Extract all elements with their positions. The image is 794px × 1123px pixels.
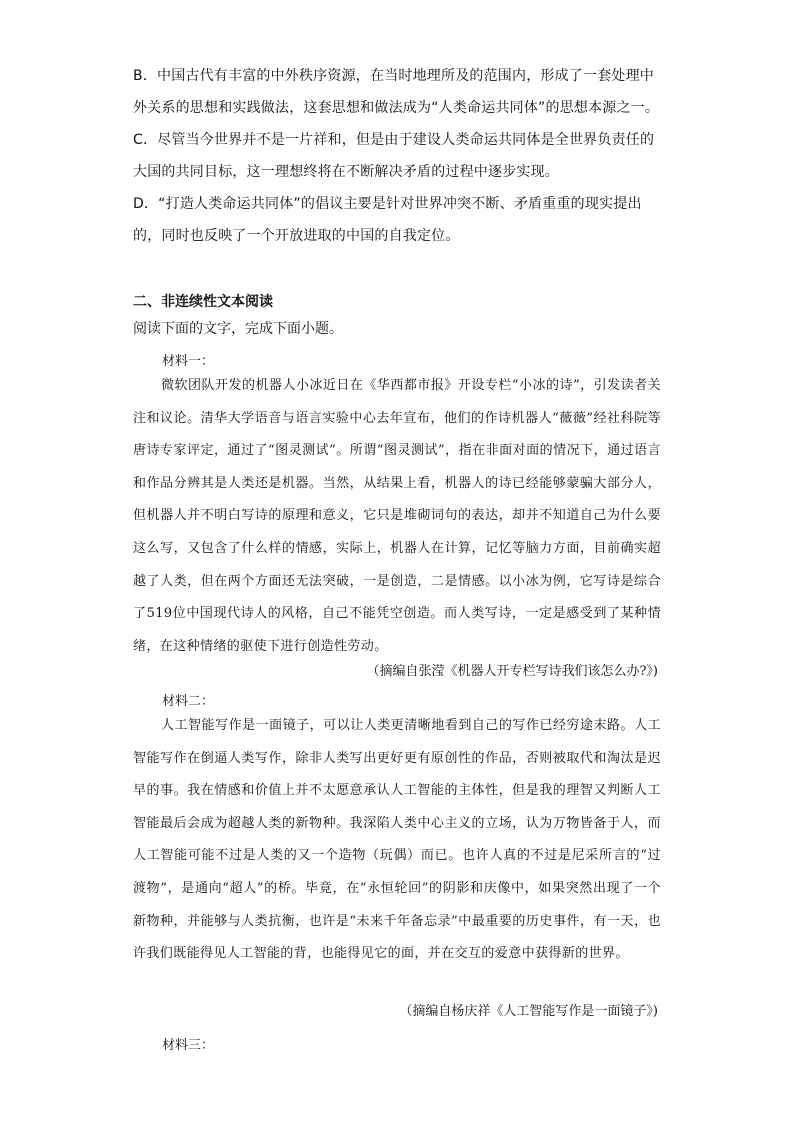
material-1-source: （摘编自张滢《机器人开专栏写诗我们该怎么办?》) — [366, 664, 658, 679]
material-2-label: 材料二： — [162, 694, 215, 709]
option-b: B．中国古代有丰富的中外秩序资源，在当时地理所及的范围内，形成了一套处理中外关系的思想和实践做法，这套思想和做法成为“人类命运共同体”的思想本源之一。 — [133, 68, 660, 116]
material-3-label: 材料三： — [162, 1038, 215, 1053]
option-d: D．“打造人类命运共同体”的倡议主要是针对世界冲突不断、矛盾重重的现实提出的，同时也反映了一个开放进取的中国的自我定位。 — [133, 196, 642, 244]
section-instruction: 阅读下面的文字，完成下面小题。 — [133, 321, 343, 337]
option-c: C．尽管当今世界并不是一片祥和，但是由于建设人类命运共同体是全世界负责任的大国的共同目标，这一理想终将在不断解决矛盾的过程中逐步实现。 — [133, 132, 655, 180]
material-1-label: 材料一： — [162, 354, 215, 369]
material-2-source: （摘编自杨庆祥《人工智能写作是一面镜子》) — [399, 1004, 658, 1019]
material-2-text: 人工智能写作是一面镜子，可以让人类更清晰地看到自己的写作已经穷途末路。人工智能写作在倒逼人类写作，除非人类写出更好更有原创性的作品，否则被取代和淘汰是迟早的事。我在情感和价值上并不太愿意承认人工智能的主体性，但是我的理智又判断人工智能最后会成为超越人类的新物种。我深陷人类中心主义的立场，认为万物皆备于人，而人工智能可能不过是人类的又一个造物（玩偶）而已。也许人真的不过是尼采所言的“过渡物”，是通向“超人”的桥。毕竟，在“永恒轮回”的阴影和庆像中，如果突然出现了一个新物种，并能够与人类抗衡，也许是“未来千年备忘录”中最重要的历史事件，有一天，也许我们既能得见人工智能的背，也能得见它的面，并在交互的爱意中获得新的世界。 — [133, 718, 661, 962]
material-1-text: 微软团队开发的机器人小冰近日在《华西都市报》开设专栏“小冰的诗”，引发读者关注和议论。清华大学语音与语言实验中心去年宣布，他们的作诗机器人“薇薇”经社科院等唐诗专家评定，通过了“图灵测试”。所谓“图灵测试”，指在非面对面的情况下，通过语言和作品分辨其是人类还是机器。当然，从结果上看，机器人的诗已经能够蒙骗大部分人，但机器人并不明白写诗的原理和意义，它只是堆砌词句的表达，却并不知道自己为什么要这么写，又包含了什么样的情感，实际上，机器人在计算，记忆等脑力方面，目前确实超越了人类，但在两个方面还无法突破，一是创造，二是情感。以小冰为例，它写诗是综合了519位中国现代诗人的风格，自己不能凭空创造。而人类写诗，一定是感受到了某种情绪，在这种情绪的驱使下进行创造性劳动。 — [133, 378, 661, 654]
section-heading: 二、非连续性文本阅读 — [133, 294, 273, 310]
